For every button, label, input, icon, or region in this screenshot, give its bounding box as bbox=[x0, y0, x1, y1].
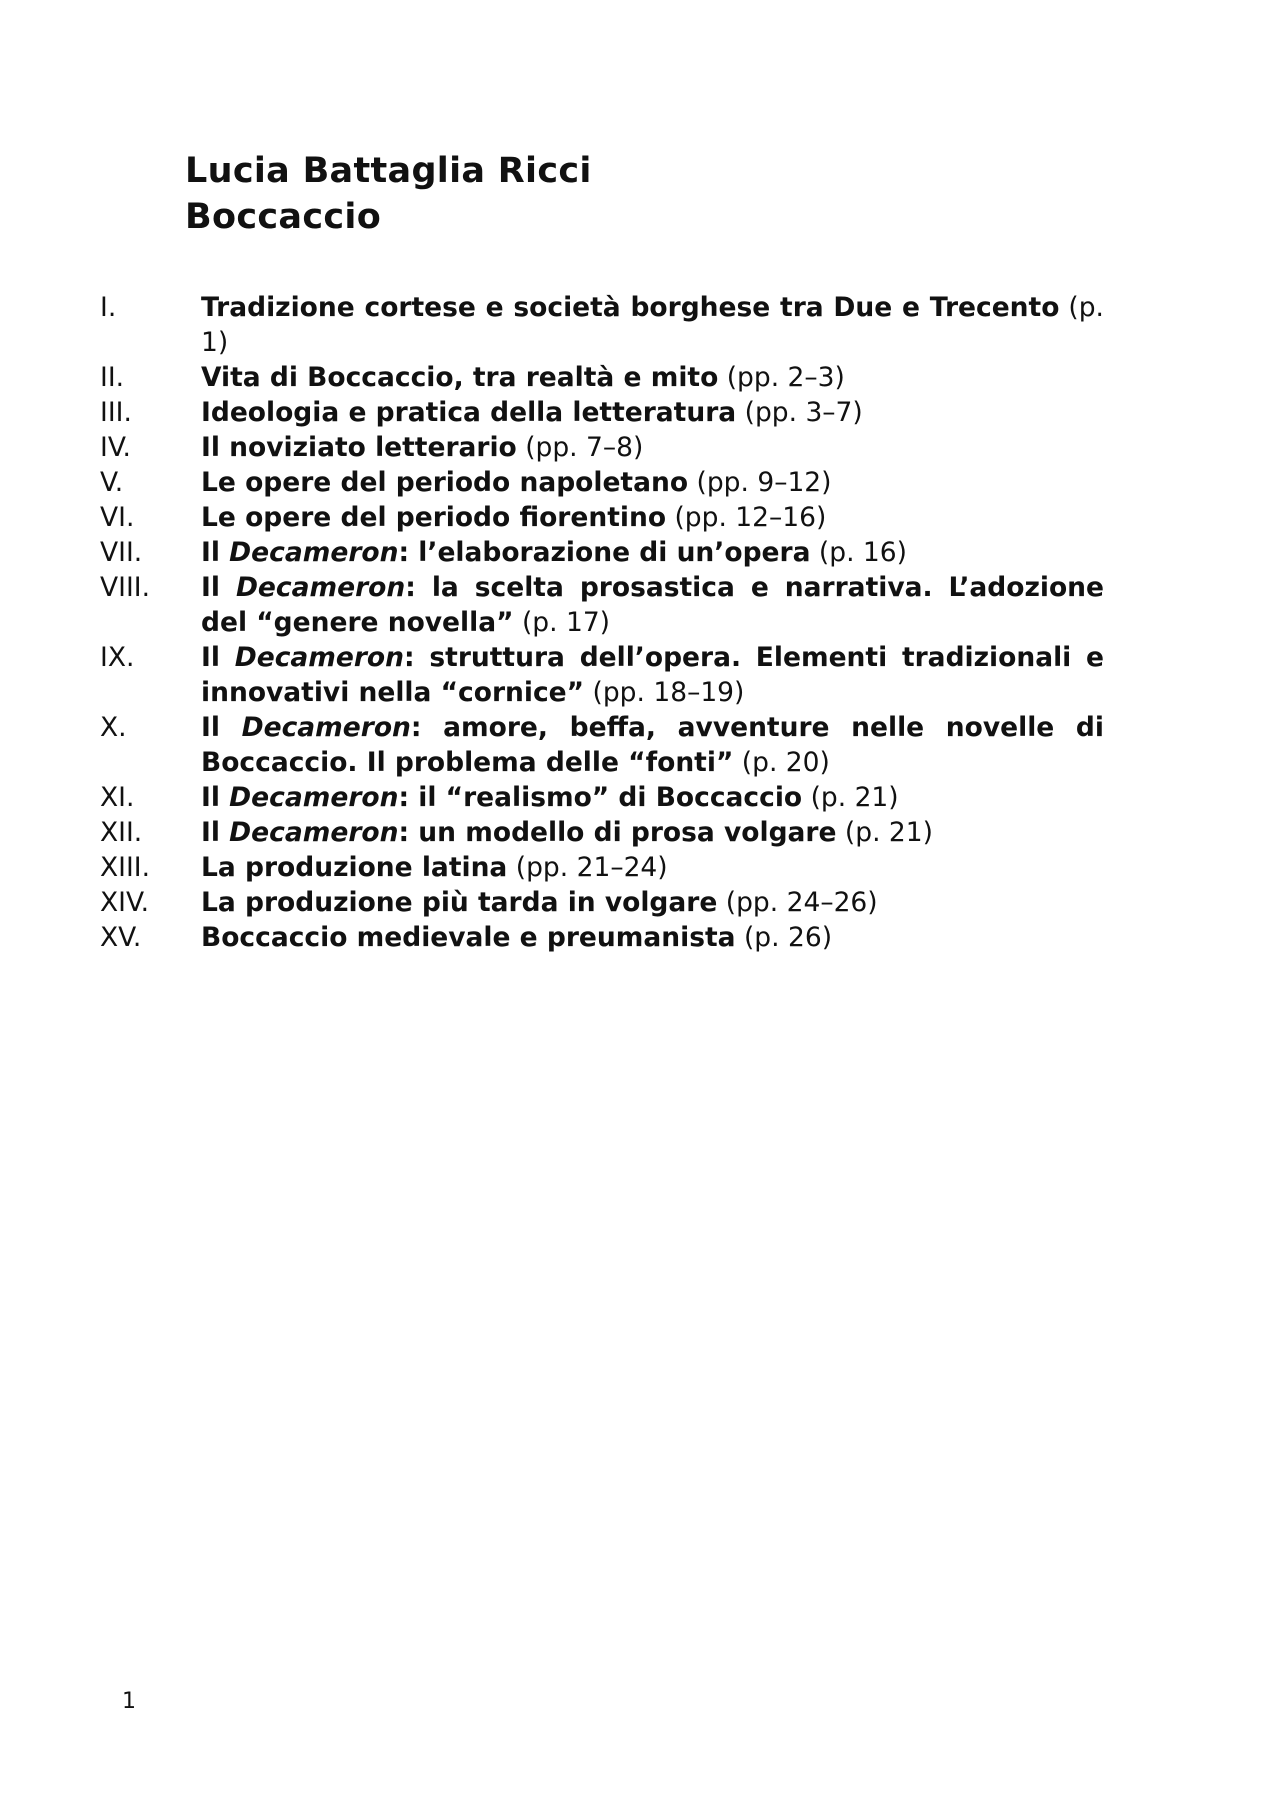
chapter-title: Boccaccio medievale e preumanista bbox=[201, 922, 736, 953]
chapter-pages: (p. 21) bbox=[844, 817, 933, 848]
work-title: Decameron bbox=[229, 537, 399, 568]
chapter-pages: (p. 16) bbox=[818, 537, 907, 568]
toc-entry bbox=[100, 815, 1104, 850]
toc-entry bbox=[100, 710, 1104, 780]
title-rest: : struttura dell’opera. Elementi tradizionali e innovativi nella “cornice” bbox=[201, 642, 1104, 708]
chapter-title bbox=[201, 537, 810, 568]
chapter-number: I. bbox=[100, 292, 117, 323]
page-number: 1 bbox=[122, 1689, 136, 1714]
chapter-number: IV. bbox=[100, 432, 131, 463]
toc-entry bbox=[100, 500, 1104, 535]
chapter-number: XV. bbox=[100, 922, 142, 953]
book-title: Boccaccio bbox=[185, 197, 382, 237]
toc-entry bbox=[100, 920, 1104, 955]
chapter-number: VI. bbox=[100, 502, 135, 533]
title-rest: : l’elaborazione di un’opera bbox=[398, 537, 811, 568]
work-title: Decameron bbox=[229, 782, 399, 813]
title-prefix: Il bbox=[201, 537, 230, 568]
chapter-number: VII. bbox=[100, 537, 143, 568]
chapter-title: Tradizione cortese e società borghese tra Due e Trecento bbox=[201, 292, 1060, 323]
chapter-number: IX. bbox=[100, 642, 135, 673]
chapter-pages: (pp. 18–19) bbox=[592, 677, 745, 708]
title-rest: : il “realismo” di Boccaccio bbox=[398, 782, 803, 813]
chapter-pages: (p. 26) bbox=[743, 922, 833, 953]
chapter-pages: (p. 17) bbox=[521, 607, 611, 638]
toc-entry bbox=[100, 885, 1104, 920]
chapter-pages: (pp. 7–8) bbox=[525, 432, 644, 463]
chapter-pages: (pp. 2–3) bbox=[726, 362, 845, 393]
work-title: Decameron bbox=[229, 817, 399, 848]
toc-entry bbox=[100, 290, 1104, 360]
title-rest: : un modello di prosa volgare bbox=[398, 817, 837, 848]
title-prefix: Il bbox=[201, 712, 242, 743]
author-name: Lucia Battaglia Ricci bbox=[185, 151, 592, 191]
chapter-title: Le opere del periodo napoletano bbox=[201, 467, 689, 498]
toc-entry bbox=[100, 430, 1104, 465]
work-title: Decameron bbox=[234, 642, 405, 673]
chapter-title bbox=[201, 817, 836, 848]
chapter-number: III. bbox=[100, 397, 132, 428]
chapter-number: X. bbox=[100, 712, 127, 743]
toc-entry bbox=[100, 570, 1104, 640]
chapter-title: Le opere del periodo fiorentino bbox=[201, 502, 667, 533]
chapter-number: XIV. bbox=[100, 887, 150, 918]
chapter-title bbox=[201, 572, 1104, 638]
toc-entry bbox=[100, 360, 1104, 395]
title-prefix: Il bbox=[201, 572, 236, 603]
chapter-pages: (pp. 9–12) bbox=[696, 467, 832, 498]
work-title: Decameron bbox=[235, 572, 406, 603]
title-prefix: Il bbox=[201, 817, 230, 848]
chapter-number: XI. bbox=[100, 782, 135, 813]
chapter-title: Vita di Boccaccio, tra realtà e mito bbox=[201, 362, 719, 393]
work-title: Decameron bbox=[241, 712, 411, 743]
toc-entry bbox=[100, 465, 1104, 500]
chapter-number: XII. bbox=[100, 817, 143, 848]
toc-entry bbox=[100, 780, 1104, 815]
chapter-number: VIII. bbox=[100, 572, 150, 603]
chapter-pages: (pp. 12–16) bbox=[674, 502, 827, 533]
chapter-pages: (p. 20) bbox=[741, 747, 830, 778]
chapter-number: XIII. bbox=[100, 852, 151, 883]
chapter-title bbox=[201, 712, 1104, 778]
chapter-number: V. bbox=[100, 467, 124, 498]
title-rest: : la scelta prosastica e narrativa. L’adozione del “genere novella” bbox=[201, 572, 1104, 638]
chapter-title: La produzione più tarda in volgare bbox=[201, 887, 718, 918]
toc-entry bbox=[100, 640, 1104, 710]
chapter-title: Il noviziato letterario bbox=[201, 432, 517, 463]
chapter-pages: (pp. 3–7) bbox=[744, 397, 863, 428]
chapter-pages: (p. 21) bbox=[810, 782, 899, 813]
chapter-title: La produzione latina bbox=[201, 852, 508, 883]
chapter-title bbox=[201, 782, 802, 813]
chapter-number: II. bbox=[100, 362, 125, 393]
chapter-pages: (pp. 24–26) bbox=[725, 887, 878, 918]
toc-entry bbox=[100, 395, 1104, 430]
title-prefix: Il bbox=[201, 782, 230, 813]
toc-entry bbox=[100, 850, 1104, 885]
table-of-contents bbox=[100, 290, 1104, 955]
document-heading bbox=[185, 148, 592, 240]
chapter-pages: (pp. 21–24) bbox=[515, 852, 668, 883]
title-prefix: Il bbox=[201, 642, 235, 673]
toc-entry bbox=[100, 535, 1104, 570]
chapter-pages: (p. 1) bbox=[201, 292, 1104, 358]
title-rest: : amore, beffa, avventure nelle novelle di Boccaccio. Il problema delle “fonti” bbox=[201, 712, 1104, 778]
chapter-title: Ideologia e pratica della letteratura bbox=[201, 397, 737, 428]
